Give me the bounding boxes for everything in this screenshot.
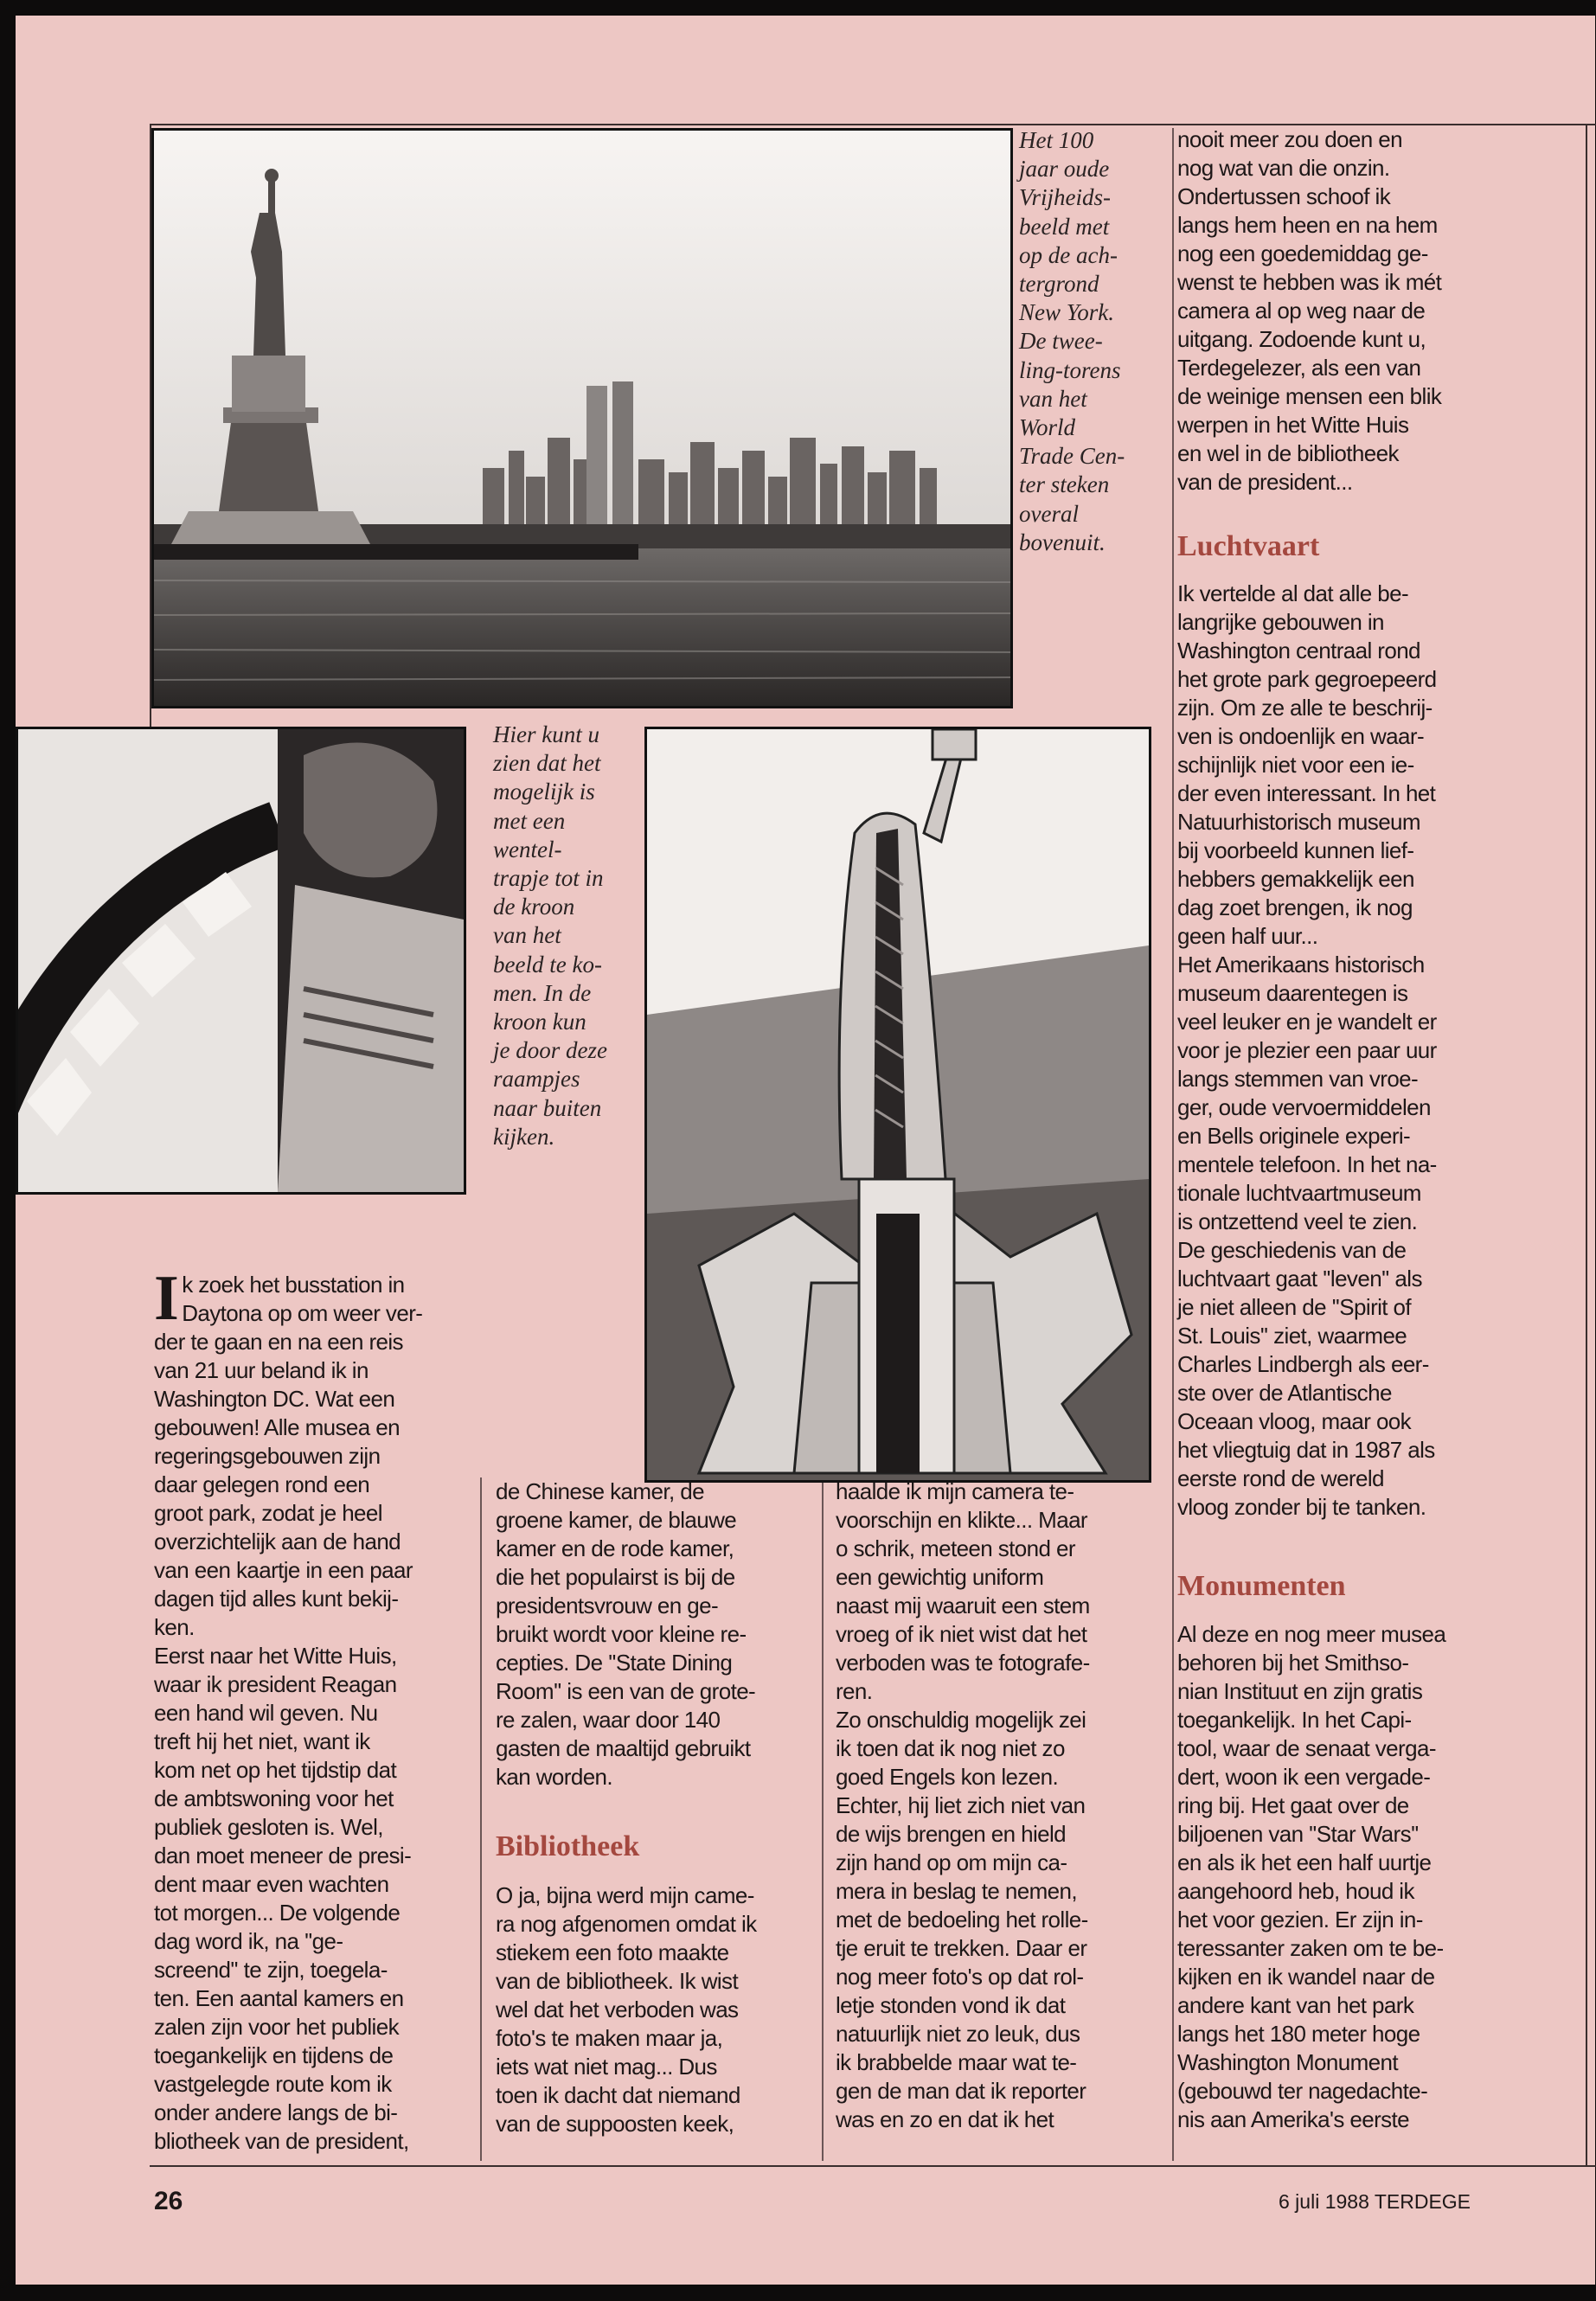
statue-skyline-photo [151, 128, 1013, 708]
column-divider [822, 1477, 824, 2161]
article-column-4a: nooit meer zou doen en nog wat van die onzin. Ondertussen schoof ik langs hem heen en na hem nog een goedemiddag ge- wenst te hebben was ik mét camera al op weg naar de uitgang. Zodoende kunt u, Terdegelezer, als een van de weinige mensen een blik werpen in het Witte Huis en wel in de bibliotheek van de president... [1177, 126, 1442, 495]
magazine-page [16, 16, 1595, 2285]
column-1-text: k zoek het busstation in Daytona op om weer ver- der te gaan en na een reis van 21 uur beland ik in Washington DC. Wat een gebouwen! Alle musea en regeringsgebouwen zijn daar gelegen rond een groot park, zodat je heel overzichtelijk aan de hand van een kaartje in een paar dagen tijd alles kunt bekij- ken. Eerst naar het Witte Huis, waar ik president Reagan een hand wil geven. Nu treft hij het niet, want ik kom net op het tijdstip dat de ambtswoning voor het publiek gesloten is. Wel, dan moet meneer de presi- dent maar even wachten tot morgen... De volgende dag word ik, na ''ge- screend'' te zijn, toegela- ten. Een aantal kamers en zalen zijn voor het publiek toegankelijk en tijdens de vastgelegde route kom ik onder andere langs de bi- bliotheek van de president, [154, 1272, 423, 2154]
crown-caption: Hier kunt u zien dat het mogelijk is met een wentel- trapje tot in de kroon van het beeld te ko- men. In de kroon kun je door deze raampjes naar buiten kijken. [493, 721, 607, 1150]
crown-windows-photo [16, 727, 466, 1195]
article-column-4b: Ik vertelde al dat alle be- langrijke gebouwen in Washington centraal rond het grote park gegroepeerd zijn. Om ze alle te beschrij- ven is ondoenlijk en waar- schijnlijk niet voor een ie- der even interessant. In het Natuurhistorisch museum bij voorbeeld kunnen lief- hebbers gemakkelijk een dag zoet brengen, ik nog geen half uur... Het Amerikaans historisch museum daarentegen is veel leuker en je wandelt er voor je plezier een paar uur langs stemmen van vroe- ger, oude vervoermiddelen en Bells originele experi- mentele telefoon. In het na- tionale luchtvaartmuseum is ontzettend veel te zien. De geschiedenis van de luchtvaart gaat ''leven'' als je niet alleen de ''Spirit of St. Louis'' ziet, waarmee Charles Lindbergh als eer- ste over de Atlantische Oceaan vloog, maar ook het vliegtuig dat in 1987 als eerste rond de wereld vloog zonder bij te tanken. [1177, 580, 1437, 1520]
article-column-3: haalde ik mijn camera te- voorschijn en klikte... Maar o schrik, meteen stond er een gewichtig uniform naast mij waaruit een stem vroeg of ik niet wist dat het verboden was te fotografe- ren. Zo onschuldig mogelijk zei ik toen dat ik nog niet zo goed Engels kon lezen. Echter, hij liet zich niet van de wijs brengen en hield zijn hand op om mijn ca- mera in beslag te nemen, met de bedoeling het rolle- tje eruit te trekken. Daar er nog meer foto's op dat rol- letje stonden vond ik dat natuurlijk niet zo leuk, dus ik brabbelde maar wat te- gen de man dat ik reporter was en zo en dat ik het [836, 1478, 1090, 2132]
page-number: 26 [154, 2187, 183, 2215]
bottom-rule [150, 2165, 1596, 2167]
heading-monumenten: Monumenten [1177, 1570, 1346, 1602]
article-column-1 [154, 1242, 461, 2156]
drop-cap: I [154, 1263, 179, 1334]
article-column-4c: Al deze en nog meer musea behoren bij het Smithso- nian Instituut en zijn gratis toegankelijk. In het Capi- tool, waar de senaat verga- dert, woon ik een vergade- ring bij. Het gaat over de biljoenen van ''Star Wars'' en als ik het een half uurtje aangehoord heb, houd ik het voor gezien. Er zijn in- teressanter zaken om te be- kijken en ik wandel naar de andere kant van het park langs het 180 meter hoge Washington Monument (gebouwd ter nagedachte- nis aan Amerika's eerste [1177, 1621, 1446, 2132]
issue-footer: 6 juli 1988 TERDEGE [1279, 2190, 1471, 2213]
heading-bibliotheek: Bibliotheek [496, 1830, 640, 1862]
right-rule [1586, 124, 1587, 2165]
skyline-caption: Het 100 jaar oude Vrijheids- beeld met op de ach- tergrond New York. De twee- ling-torens van het World Trade Cen- ter steken overal bovenuit. [1019, 127, 1125, 555]
column-divider [1172, 128, 1174, 2161]
cutaway-drawing-photo [644, 727, 1151, 1483]
heading-luchtvaart: Luchtvaart [1177, 530, 1320, 562]
article-column-2a: de Chinese kamer, de groene kamer, de blauwe kamer en de rode kamer, die het populairst is bij de presidentsvrouw en ge- bruikt wordt voor kleine re- cepties. De ''State Dining Room'' is een van de grote- re zalen, waar door 140 gasten de maaltijd gebruikt kan worden. [496, 1478, 756, 1790]
article-column-2b: O ja, bijna werd mijn came- ra nog afgenomen omdat ik stiekem een foto maakte van de bibliotheek. Ik wist wel dat het verboden was foto's te maken maar ja, iets wat niet mag... Dus toen ik dacht dat niemand van de suppoosten keek, [496, 1882, 757, 2137]
column-divider [480, 1477, 482, 2161]
